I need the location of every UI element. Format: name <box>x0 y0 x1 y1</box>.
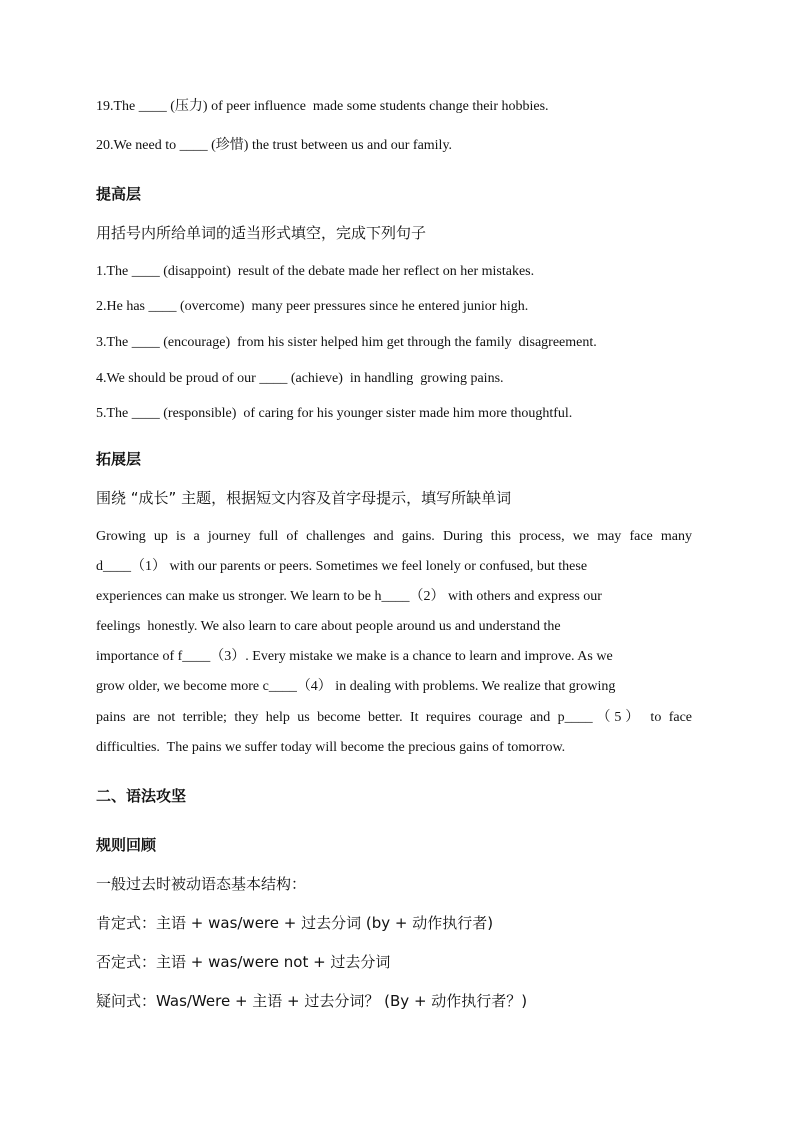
grammar-rule-affirmative: 肯定式：主语 + was/were + 过去分词 (by + 动作执行者) <box>96 914 494 932</box>
passage-line: Growing up is a journey full of challenges and gains. During this process, we may face many <box>96 529 692 544</box>
exercise-item-20: 20.We need to ____ (珍惜) the trust between us and our family. <box>96 138 453 153</box>
grammar-rule-negative: 否定式：主语 + was/were not + 过去分词 <box>96 953 391 971</box>
grammar-rule-interrogative: 疑问式：Was/Were + 主语 + 过去分词？ (By + 动作执行者？) <box>96 992 528 1010</box>
section-heading-grammar: 二、语法攻坚 <box>96 787 187 805</box>
sub-heading-rules-review: 规则回顾 <box>96 836 157 854</box>
passage-line: grow older, we become more c____（4） in dealing with problems. We realize that growing <box>96 679 616 694</box>
section-heading-tigaoceng: 提高层 <box>96 185 142 203</box>
passage-line: pains are not terrible; they help us become better. It requires courage and p____（5） to face <box>96 710 692 725</box>
exercise-item-5: 5.The ____ (responsible) of caring for his younger sister made him more thoughtful. <box>96 406 573 421</box>
exercise-item-19: 19.The ____ (压力) of peer influence made some students change their hobbies. <box>96 99 549 114</box>
section-heading-tuozhanceng: 拓展层 <box>96 450 142 468</box>
passage-line: d____（1） with our parents or peers. Sometimes we feel lonely or confused, but these <box>96 559 588 574</box>
passage-line: feelings honestly. We also learn to care about people around us and understand the <box>96 619 561 634</box>
exercise-item-4: 4.We should be proud of our ____ (achieve) in handling growing pains. <box>96 371 504 386</box>
exercise-item-2: 2.He has ____ (overcome) many peer pressures since he entered junior high. <box>96 299 529 314</box>
grammar-intro: 一般过去时被动语态基本结构： <box>96 875 307 893</box>
exercise-item-1: 1.The ____ (disappoint) result of the debate made her reflect on her mistakes. <box>96 264 535 279</box>
exercise-item-3: 3.The ____ (encourage) from his sister helped him get through the family disagreement. <box>96 335 597 350</box>
passage-line: experiences can make us stronger. We learn to be h____（2） with others and express our <box>96 589 602 604</box>
instruction-tuozhanceng: 围绕 “成长” 主题，根据短文内容及首字母提示，填写所缺单词 <box>96 489 512 507</box>
passage-line: difficulties. The pains we suffer today will become the precious gains of tomorrow. <box>96 740 566 755</box>
passage-line: importance of f____（3）. Every mistake we make is a chance to learn and improve. As we <box>96 649 613 664</box>
instruction-tigaoceng: 用括号内所给单词的适当形式填空，完成下列句子 <box>96 224 427 242</box>
